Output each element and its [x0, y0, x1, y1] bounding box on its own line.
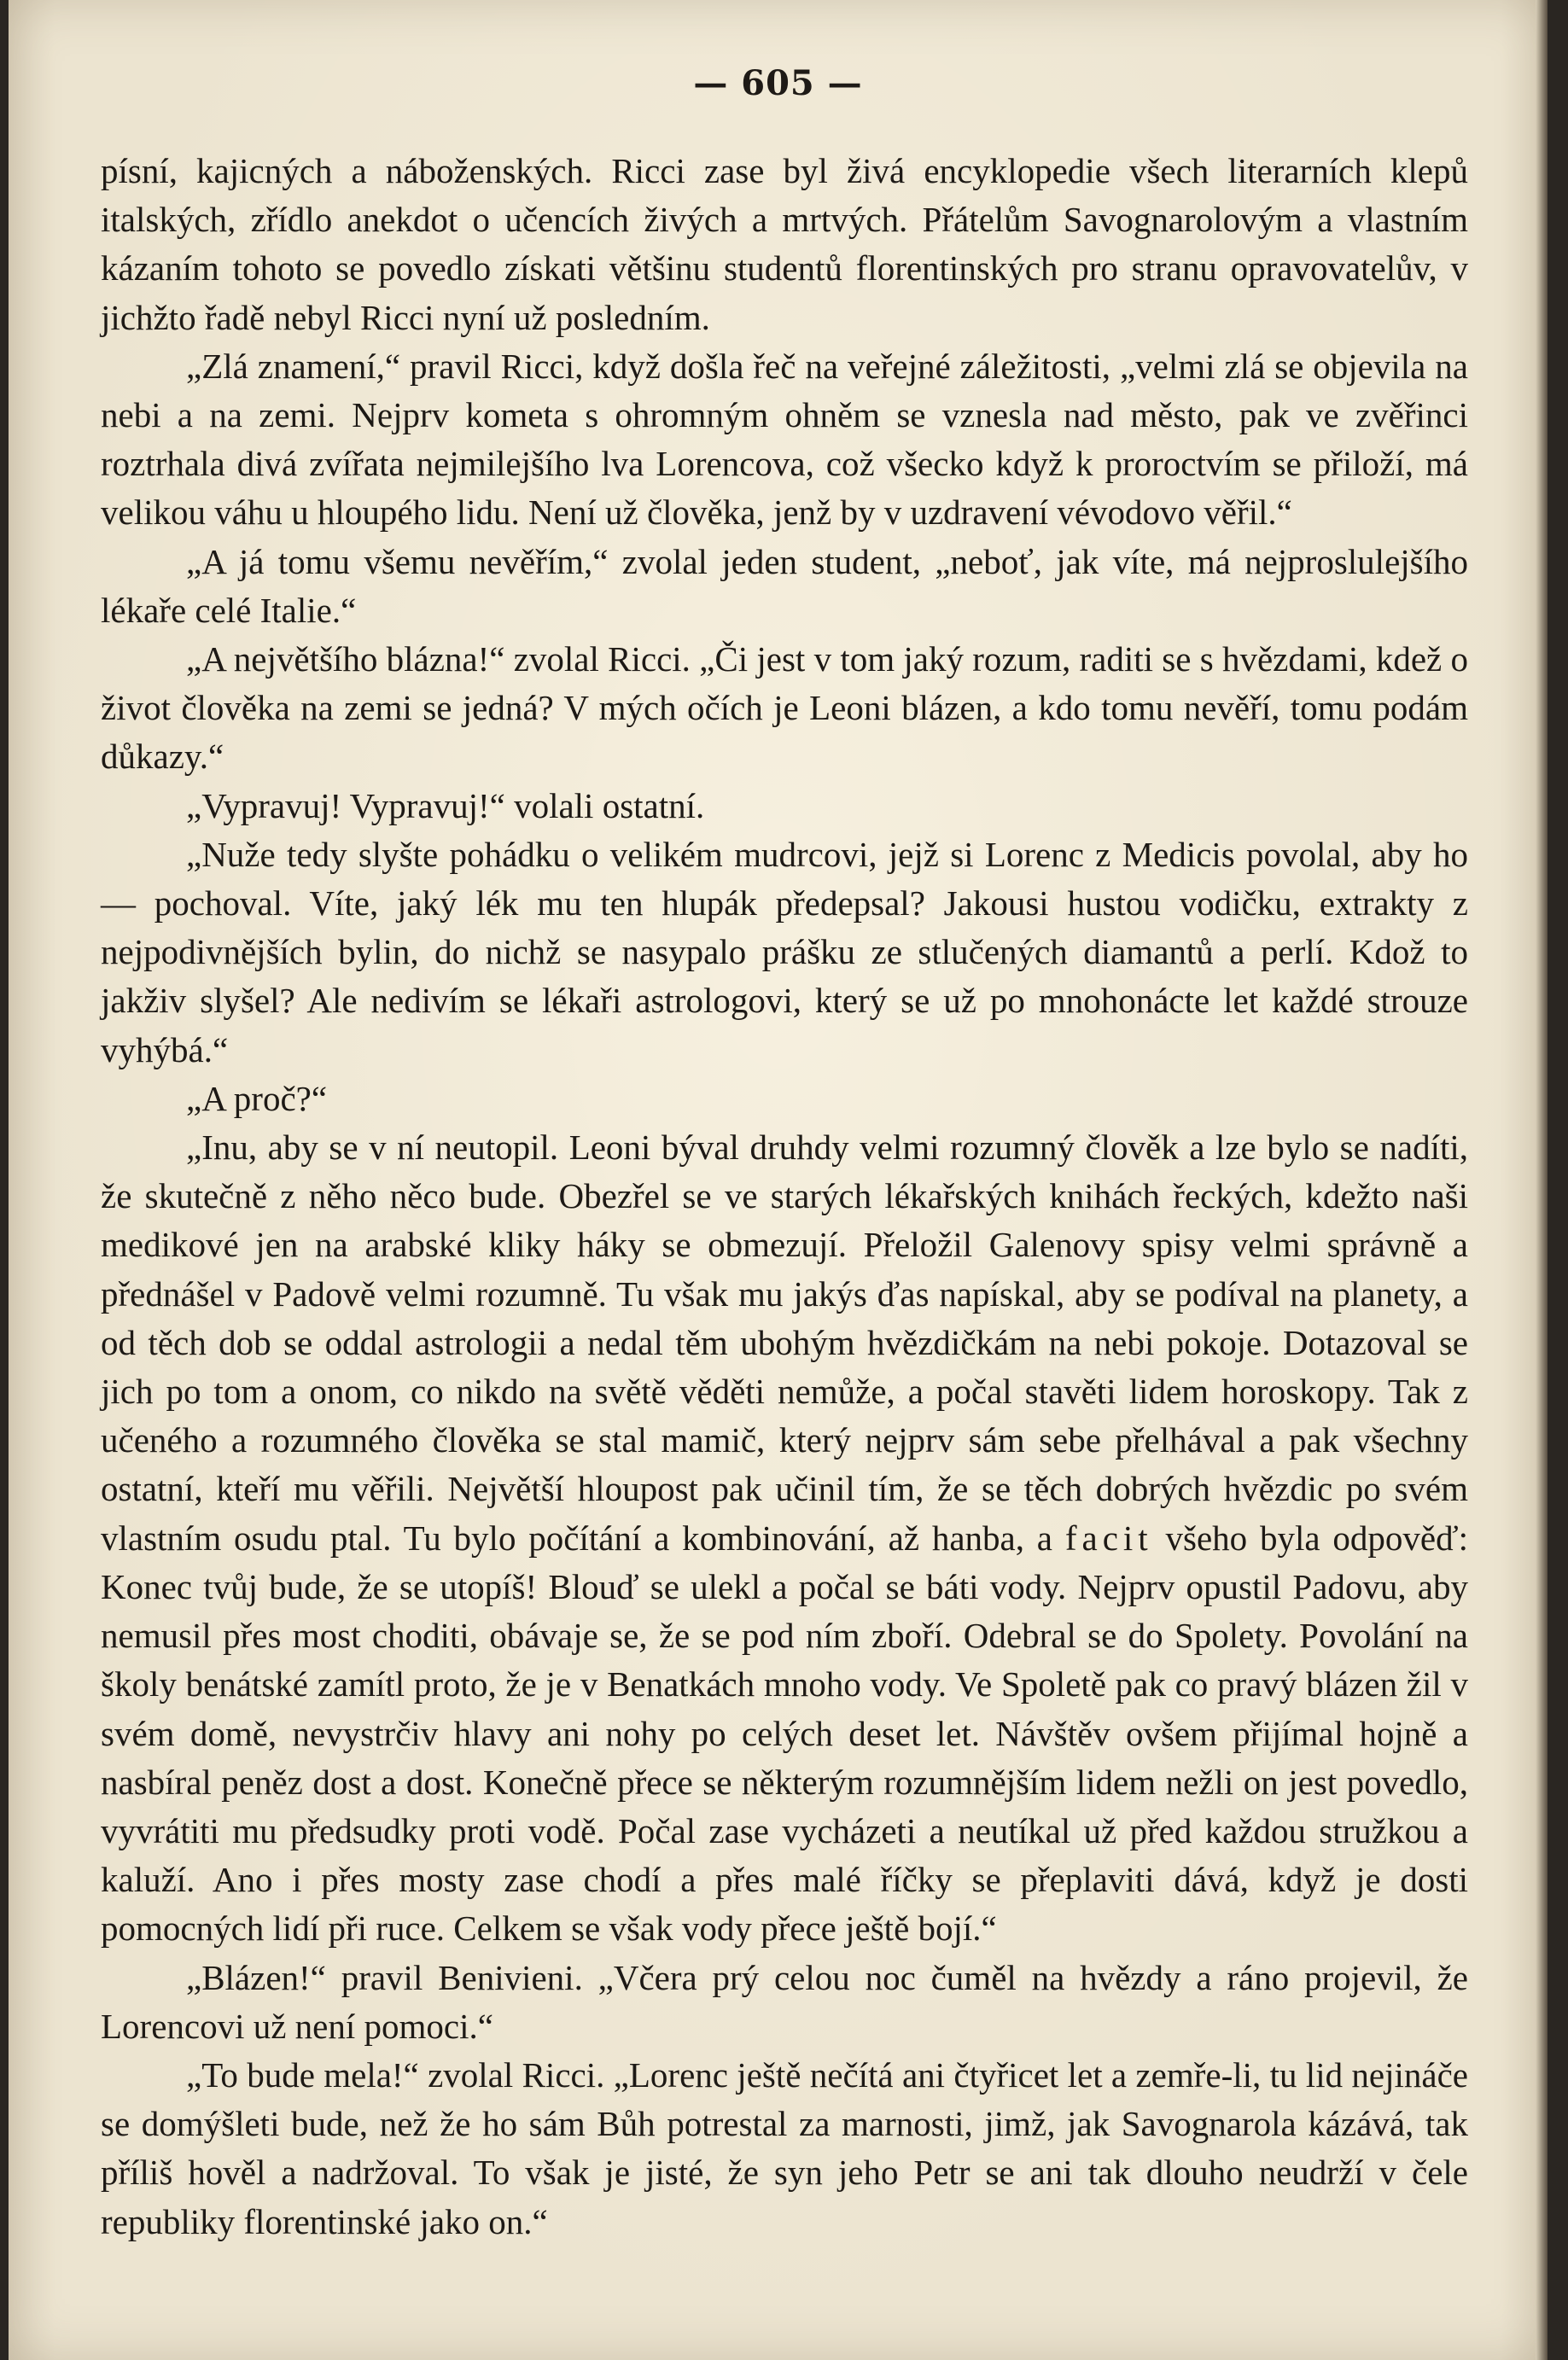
emphasis-facit: facit — [1064, 1518, 1153, 1558]
paragraph-4: „A největšího blázna!“ zvolal Ricci. „Či jest v tom jaký rozum, raditi se s hvězdami, kdež o život člověka na zemi se jedná? V mých očích je Leoni blázen, a kdo tomu nevěří, tomu podám důkazy.“ — [101, 639, 1468, 777]
paragraph-8-part-2: všeho byla odpověď: Konec tvůj bude, že se utopíš! Blouď se ulekl a počal se báti vody. Nejprv opustil Padovu, aby nemusil přes most choditi, obávaje se, že se pod ním zboří. Odebral se do Spolety. Povolání na školy benátské zamítl proto, že je v Benatkách mnoho vody. Ve Spoletě pak co pravý blázen žil v svém domě, nevystrčiv hlavy ani nohy po celých deset let. Návštěv ovšem přijímal hojně a nasbíral peněz dost a dost. Konečně přece se některým rozumnějším lidem nežli on jest povedlo, vyvrátiti mu předsudky proti vodě. Počal zase vycházeti a neutíkal už před každou stružkou a kaluží. Ano i přes mosty zase chodí a přes malé říčky se přeplaviti dává, když je dosti pomocných lidí při ruce. Celkem se však vody přece ještě bojí.“ — [101, 1518, 1468, 1949]
paragraph-1: písní, kajicných a náboženských. Ricci zase byl živá encyklopedie všech literarních klepů italských, zřídlo anekdot o učencích živých a mrtvých. Přátelům Savognarolovým a vlastním kázaním tohoto se povedlo získati většinu studentů florentinských pro stranu opravovatelův, v jichžto řadě nebyl Ricci nyní už posledním. — [101, 151, 1468, 337]
paragraph-3: „A já tomu všemu nevěřím,“ zvolal jeden student, „neboť, jak víte, má nejproslulejšího lékaře celé Italie.“ — [101, 541, 1468, 630]
paragraph-8-part-1: „Inu, aby se v ní neutopil. Leoni býval druhdy velmi rozumný člověk a lze bylo se nadíti, že skutečně z něho něco bude. Obezřel se ve starých lékařských knihách řeckých, kdežto naši medikové jen na arabské kliky háky se obmezují. Přeložil Galenovy spisy velmi správně a přednášel v Padově velmi rozumně. Tu však mu jakýs ďas napískal, aby se podíval na planety, a od těch dob se oddal astrologii a nedal těm ubohým hvězdičkám na nebi pokoje. Dotazoval se jich po tom a onom, co nikdo na světě věděti nemůže, a počal stavěti lidem horoskopy. Tak z učeného a rozumného člověka se stal mamič, který nejprv sám sebe přelhával a pak všechny ostatní, kteří mu věřili. Největší hloupost pak učinil tím, že se těch dobrých hvězdic po svém vlastním osudu ptal. Tu bylo počítání a kombinování, až hanba, a — [101, 1128, 1468, 1558]
book-page — [9, 0, 1548, 2360]
page-edge-shadow — [1536, 0, 1548, 2360]
paragraph-2: „Zlá znamení,“ pravil Ricci, když došla řeč na veřejné záležitosti, „velmi zlá se objevila na nebi a na zemi. Nejprv kometa s ohromným ohněm se vznesla nad město, pak ve zvěřinci roztrhala divá zvířata nejmilejšího lva Lorencova, což všecko když k proroctvím se přiloží, má velikou váhu u hloupého lidu. Není už člověka, jenž by v uzdravení vévodovo věřil.“ — [101, 346, 1468, 533]
paragraph-9: „Blázen!“ pravil Benivieni. „Včera prý celou noc čuměl na hvězdy a ráno projevil, že Lorencovi už není pomoci.“ — [101, 1957, 1468, 2046]
paragraph-8 — [101, 1123, 1468, 1953]
page-number: — 605 — — [693, 63, 863, 103]
body-text — [101, 147, 1468, 2246]
paragraph-5: „Vypravuj! Vypravuj!“ volali ostatní. — [186, 785, 705, 825]
paragraph-6: „Nuže tedy slyšte pohádku o velikém mudrcovi, jejž si Lorenc z Medicis povolal, aby ho — pochoval. Víte, jaký lék mu ten hlupák předepsal? Jakousi hustou vodičku, extrakty z nejpodivnějších bylin, do nichž se nasypalo prášku ze stlučených diamantů a perlí. Kdož to jakživ slyšel? Ale nedivím se lékaři astrologovi, který se už po mnohonácte let každé strouze vyhýbá.“ — [101, 834, 1468, 1069]
paragraph-7: „A proč?“ — [186, 1078, 328, 1118]
paragraph-10: „To bude mela!“ zvolal Ricci. „Lorenc ještě nečítá ani čtyřicet let a zemře-li, tu lid nejináče se domýšleti bude, než že ho sám Bůh potrestal za marnosti, jimž, jak Savognarola kázává, tak příliš hověl a nadržoval. To však je jisté, že syn jeho Petr se ani tak dlouho neudrží v čele republiky florentinské jako on.“ — [101, 2054, 1468, 2241]
